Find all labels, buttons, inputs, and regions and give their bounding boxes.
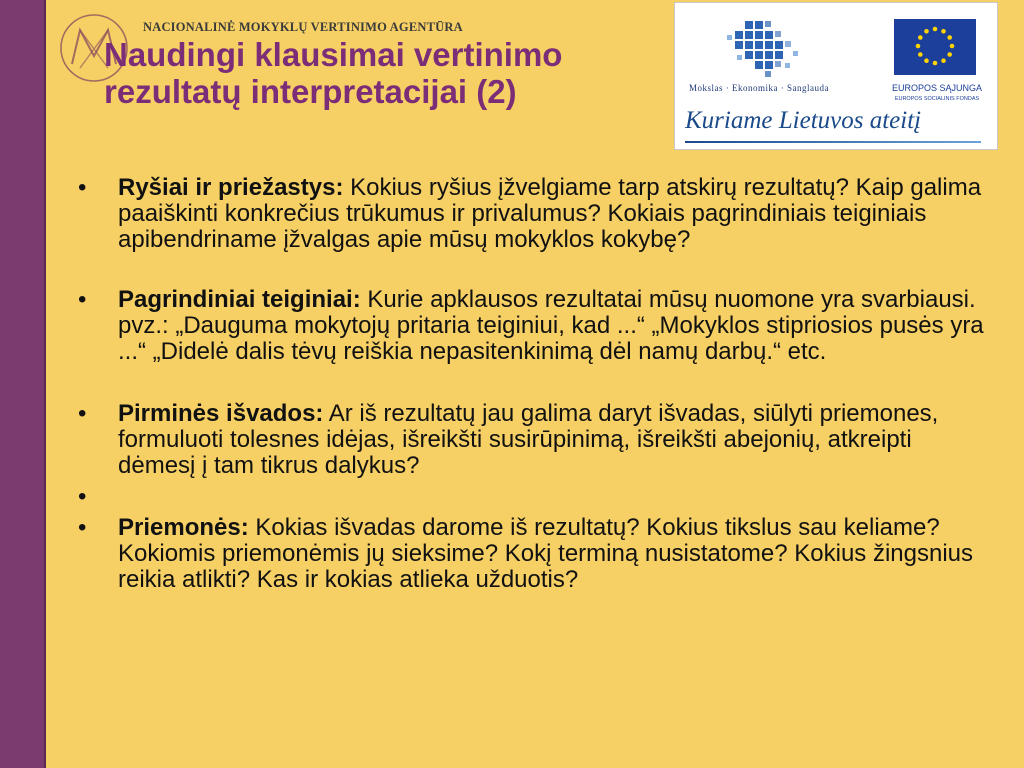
slogan: Kuriame Lietuvos ateitį — [685, 107, 922, 134]
bullet-text: Kokius ryšius įžvelgiame tarp atskirų rezultatų? Kaip galima paaiškinti konkrečius trūkumus ir privalumus? Kokiais pagrindiniais teiginiais apibendriname įžvalgas apie mūsų mokyklos kokybę? — [118, 174, 982, 253]
slogan-underline — [685, 141, 981, 143]
bullet-dot: • — [78, 483, 87, 510]
bullet-text: Ar iš rezultatų jau galima daryt išvadas, siūlyti priemones, formuluoti tolesnes idėjas, išreikšti susirūpinimą, išreikšti abejonių, atkreipti dėmesį į tam tikrus dalykus? — [118, 400, 939, 479]
bullet-item-pagrindiniai — [78, 287, 994, 365]
bullet-dot: • — [78, 514, 87, 541]
bullet-term: Ryšiai ir priežastys: — [118, 174, 344, 201]
bullet-item-empty — [78, 484, 994, 510]
bullet-dot: • — [78, 400, 87, 427]
bullet-list — [78, 175, 994, 593]
bullet-term: Priemonės: — [118, 514, 249, 541]
bullet-dot: • — [78, 174, 87, 201]
bullet-item-isvados — [78, 401, 994, 479]
left-sidebar-bar — [0, 0, 46, 768]
eu-fund-label: EUROPOS SOCIALINIS FONDAS — [894, 96, 980, 102]
bullet-term: Pagrindiniai teiginiai: — [118, 286, 361, 313]
page-title: Naudingi klausimai vertinimo rezultatų interpretacijai (2) — [104, 36, 563, 110]
bullet-dot: • — [78, 286, 87, 313]
partner-logos-panel — [674, 2, 998, 150]
bullet-item-rysiai — [78, 175, 994, 253]
agency-name: NACIONALINĖ MOKYKLŲ VERTINIMO AGENTŪRA — [143, 20, 463, 34]
bullet-item-priemones — [78, 515, 994, 593]
eu-flag-icon — [894, 19, 976, 75]
bullet-text: Kurie apklausos rezultatai mūsų nuomone yra svarbiausi. pvz.: „Dauguma mokytojų pritaria teiginiui, kad ...“ „Mokyklos stipriosios pusės yra ...“ „Didelė dalis tėvų reiškia nepasitenkinimą dėl namų darbų.“ etc. — [118, 286, 984, 365]
bullet-text: Kokias išvadas darome iš rezultatų? Kokius tikslus sau keliame? Kokiomis priemonėmis jų sieksime? Kokį terminą nusistatome? Kokius žingsnius reikia atlikti? Kas ir kokias atlieka užduotis? — [118, 514, 974, 593]
bullet-term: Pirminės išvados: — [118, 400, 324, 427]
eu-label: EUROPOS SĄJUNGA — [891, 83, 983, 93]
ms-label: Mokslas · Ekonomika · Sanglauda — [689, 83, 829, 93]
